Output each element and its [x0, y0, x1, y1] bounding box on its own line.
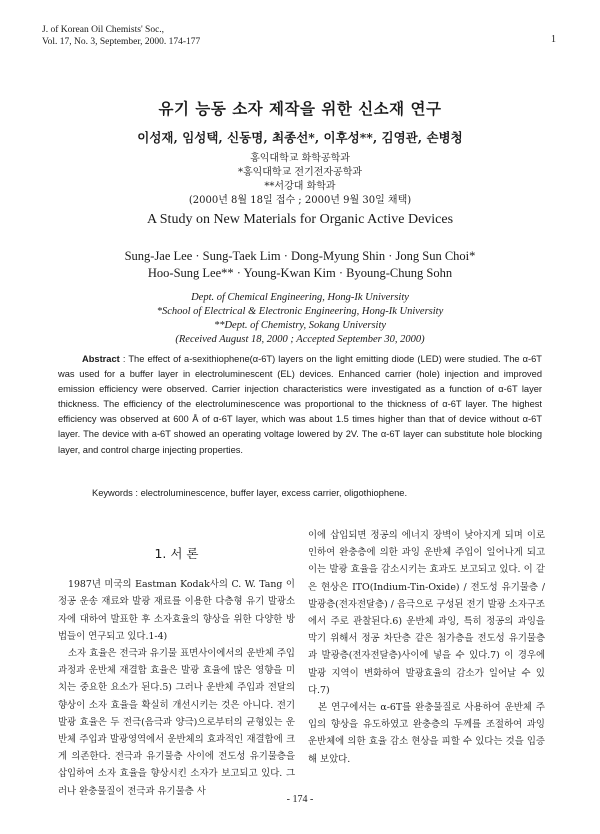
- english-dates: (Received August 18, 2000 ; Accepted September 30, 2000): [175, 334, 425, 345]
- korean-affiliation-2: *홍익대학교 전기전자공학과: [237, 167, 363, 178]
- body-left-column: [58, 545, 295, 800]
- korean-affiliation-3: **서강대 화학과: [264, 181, 336, 192]
- journal-header: [42, 24, 200, 48]
- abstract: [58, 352, 542, 458]
- body-paragraph: 1987년 미국의 Eastman Kodak사의 C. W. Tang 이 정공 운송 재료와 발광 재료를 이용한 다층형 유기 발광소자에 대하여 발표한 후 소자효율의 향상을 위한 다양한 방법들이 연구되고 있다.1-4): [58, 579, 295, 642]
- korean-title: 유기 능동 소자 제작을 위한 신소재 연구: [158, 99, 442, 118]
- korean-affiliations: [0, 152, 600, 208]
- korean-dates: (2000년 8월 18일 접수 ; 2000년 9월 30일 채택): [188, 195, 412, 206]
- english-affiliation-3: **Dept. of Chemistry, Sokang University: [213, 320, 387, 331]
- english-affiliations: [0, 291, 600, 347]
- abstract-label: Abstract: [82, 354, 120, 364]
- body-paragraph: 이에 삽입되면 정공의 에너지 장벽이 낮아지게 되며 이로 인하여 완충층에 의한 과잉 운반체 주입이 일어나게 되고 이는 발광 효율을 감소시키는 효과도 보고되고 있다. 이 같은 현상은 ITO(Indium-Tin-Oxide) / 전도성 유기물층 / 발광층(전자전달층) / 음극으로 구성된 전기 발광 소자구조에서 주로 관찰된다.6) 운반체 과잉, 특히 정공의 과잉을 막기 위해서 정공 차단층 같은 첨가층을 전도성 유기물층과 발광층(전자전달층)사이에 넣을 수 있다.7) 이 경우에 발광 지역이 변화하여 발광효율의 감소가 일어날 수 있다.7): [308, 530, 545, 696]
- journal-volume: Vol. 17, No. 3, September, 2000. 174-177: [42, 37, 201, 47]
- body-paragraph: 본 연구에서는 α-6T를 완충물질로 사용하여 운반체 주입의 향상을 유도하였고 완충층의 두께를 조절하여 과잉 운반체에 의한 효율 감소 현상을 피할 수 있다는 것을 입증해 보았다.: [308, 702, 545, 765]
- abstract-text: : The effect of a-sexithiophene(α-6T) layers on the light emitting diode (LED) were studied. The α-6T was used for a buffer layer in electroluminescent (EL) devices. Enhanced carrier (hole) injection and improved emission efficiency were observed. Carrier injection characteristics were investigated as a function of α-6T layer thickness. The efficiency of the electroluminescence was proportional to the thickness of α-6T layer. The highest efficiency was observed at 600 Å of α-6T layer, which was about 1.5 times higher than that of device without α-6T layer. The device with a-6T showed an operating voltage lowered by 2V. The α-6T layer can substitute hole blocking layer, and control charge injecting properties.: [58, 354, 542, 455]
- page-number-top: 1: [551, 34, 556, 45]
- english-affiliation-1: Dept. of Chemical Engineering, Hong-Ik University: [191, 292, 409, 303]
- section-title: 1. 서 론: [154, 546, 199, 561]
- body-right-column: [308, 527, 545, 768]
- page-number-footer: - 174 -: [286, 794, 314, 805]
- english-affiliation-2: *School of Electrical & Electronic Engineering, Hong-Ik University: [156, 306, 444, 317]
- journal-name: J. of Korean Oil Chemists' Soc.,: [42, 25, 165, 35]
- korean-authors: 이성재, 임성택, 신동명, 최종선*, 이후성**, 김영관, 손병청: [137, 130, 463, 145]
- korean-affiliation-1: 홍익대학교 화학공학과: [250, 153, 350, 164]
- english-authors: [0, 248, 600, 282]
- english-authors-line-1: Sung-Jae Lee · Sung-Taek Lim · Dong-Myung Shin · Jong Sun Choi*: [124, 249, 476, 263]
- body-paragraph: 소자 효율은 전극과 유기물 표면사이에서의 운반체 주입 과정과 운반체 재결합 효율은 발광 효율에 많은 영향을 미치는 중요한 요소가 된다.5) 그러나 운반체 주입과 전달의 향상이 소자 효율을 확실히 개선시키는 것은 아니다. 전기 발광 효율은 두 전극(음극과 양극)으로부터의 균형있는 운반체 주입과 발광영역에서 운반체의 효과적인 재결합에 크게 의존한다. 전극과 유기물층 사이에 전도성 유기물층을 삽입하여 소자 효율을 향상시킨 소자가 보고되고 있다. 그러나 완충물질이 전극과 유기물층 사: [58, 648, 295, 797]
- keywords: Keywords : electroluminescence, buffer layer, excess carrier, oligothiophene.: [92, 488, 408, 498]
- english-title: A Study on New Materials for Organic Active Devices: [146, 212, 454, 227]
- english-authors-line-2: Hoo-Sung Lee** · Young-Kwan Kim · Byoung-Chung Sohn: [147, 266, 453, 280]
